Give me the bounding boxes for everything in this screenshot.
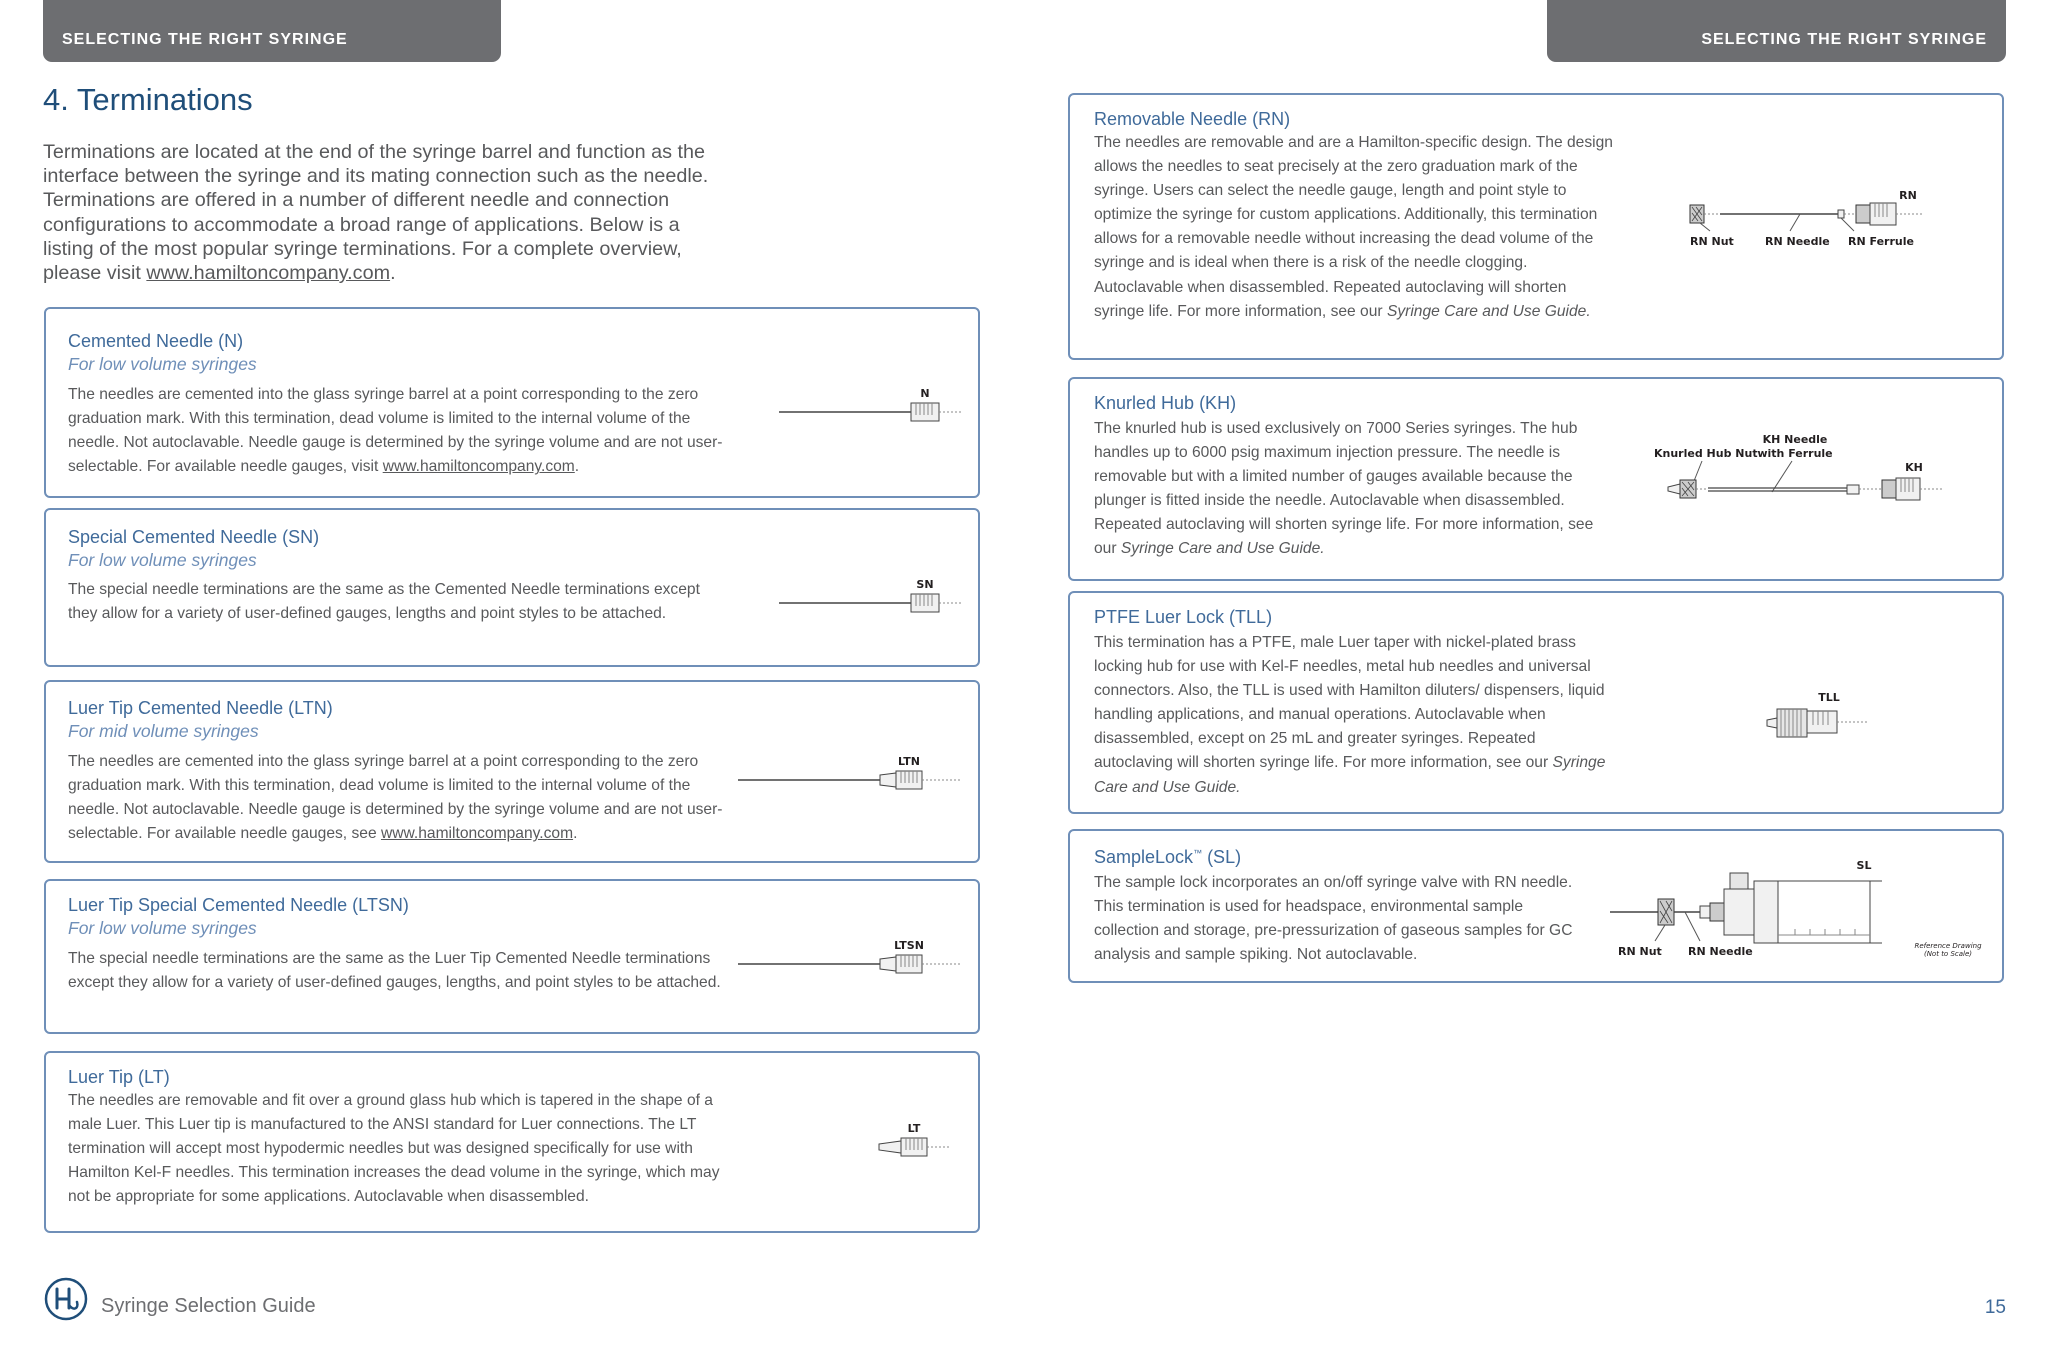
termination-box-sn [44, 508, 980, 667]
section-intro [43, 140, 723, 285]
box-link-n[interactable]: www.hamiltoncompany.com [382, 458, 575, 476]
diagram-label-sl-nut: RN Nut [1618, 945, 1662, 958]
needle-diagram-ltsn [738, 931, 968, 981]
body-text-kh: The knurled hub is used exclusively on 7000 Series syringes. The hub handles up to 6000 psig maximum injection pressure. The needle is removable but with a limited number of gauges available because the plunger is fitted inside the needle. Autoclavable when disassembled. Repeated autoclaving will shorten syringe life. For more information, see our [1094, 420, 1594, 558]
termination-box-tll [1068, 591, 2004, 814]
diagram-label-ltsn: LTSN [894, 939, 924, 952]
box-subtitle-n: For low volume syringes [68, 354, 257, 374]
diagram-label-kh-nut: Knurled Hub Nut [1654, 447, 1758, 460]
termination-box-rn [1068, 93, 2004, 360]
box-title-tll: PTFE Luer Lock (TLL) [1094, 607, 1273, 627]
box-body-kh [1094, 417, 1614, 562]
diagram-label-n: N [920, 387, 930, 400]
diagram-label-kh-needle-2: with Ferrule [1757, 447, 1833, 460]
box-title-ltn: Luer Tip Cemented Needle (LTN) [68, 698, 333, 718]
box-title-sl [1094, 847, 1241, 868]
box-title-rn: Removable Needle (RN) [1094, 109, 1291, 129]
diagram-label-rn: RN [1899, 189, 1917, 202]
header-tab-right [1547, 0, 2006, 62]
box-title-kh: Knurled Hub (KH) [1094, 393, 1237, 413]
needle-diagram-sl [1610, 859, 1990, 979]
termination-box-n [44, 307, 980, 498]
header-tab-left [43, 0, 501, 62]
body-text-rn: The needles are removable and are a Hamilton-specific design. The design allows the needles to seat precisely at the zero graduation mark of the syringe. Users can select the needle gauge, length and point style to optimize the syringe for custom applications. Additionally, this termination allows for a removable needle without increasing the dead volume of the syringe and is ideal when there is a risk of the needle clogging. Autoclavable when disassembled. Repeated autoclaving will shorten syringe life. For more information, see our [1094, 134, 1613, 320]
guide-link-kh: Syringe Care and Use Guide. [1120, 540, 1325, 558]
diagram-label-sl: SL [1856, 859, 1872, 872]
termination-box-ltsn [44, 879, 980, 1034]
diagram-ref-2: (Not to Scale) [1923, 950, 1973, 958]
body-end-n: . [574, 458, 580, 476]
box-body-tll [1094, 631, 1614, 800]
sl-title-tm: ™ [1193, 848, 1203, 858]
diagram-label-sn: SN [916, 578, 934, 591]
diagram-label-ltn: LTN [898, 755, 920, 768]
diagram-label-rn-nut: RN Nut [1690, 235, 1734, 248]
body-text-tll: This termination has a PTFE, male Luer taper with nickel-plated brass locking hub for use with Kel-F needles, metal hub needles and universal connectors. Also, the TLL is used with Hamilton diluters/ dispensers, liquid handling applications, and manual operations. Autoclavable when disassembled, except on 25 mL and greater syringes. Repeated autoclaving will shorten syringe life. For more information, see our [1094, 634, 1605, 772]
termination-box-kh [1068, 377, 2004, 581]
sl-title-rest: (SL) [1202, 847, 1242, 867]
body-text-ltn: The needles are cemented into the glass syringe barrel at a point corresponding to the zero graduation mark. With this termination, dead volume is limited to the internal volume of the needle. Not autoclavable. Needle gauge is determined by the syringe volume and are not user-selectable. For available needle gauges, see [68, 753, 723, 843]
needle-diagram-n [779, 379, 969, 429]
needle-diagram-rn [1690, 189, 1960, 263]
needle-diagram-kh [1652, 433, 1962, 517]
header-tab-right-label: SELECTING THE RIGHT SYRINGE [1701, 31, 1987, 48]
needle-diagram-lt [879, 1114, 979, 1164]
needle-diagram-tll [1767, 693, 1877, 743]
needle-diagram-sn [779, 570, 969, 620]
box-subtitle-ltsn: For low volume syringes [68, 918, 257, 938]
intro-link[interactable]: www.hamiltoncompany.com [146, 262, 391, 285]
hamilton-logo-icon [44, 1277, 88, 1321]
guide-link-tll: Syringe Care and Use Guide. [1094, 754, 1606, 796]
box-title-sn: Special Cemented Needle (SN) [68, 527, 320, 547]
body-text-n: The needles are cemented into the glass syringe barrel at a point corresponding to the zero graduation mark. With this termination, dead volume is limited to the internal volume of the needle. Not autoclavable. Needle gauge is determined by the syringe volume and are not user-selectable. For available needle gauges, visit [68, 386, 723, 476]
page-number: 15 [1984, 1297, 2006, 1318]
box-title-lt: Luer Tip (LT) [68, 1067, 170, 1087]
box-title-n: Cemented Needle (N) [68, 331, 244, 351]
termination-box-lt [44, 1051, 980, 1233]
box-body-ltsn: The special needle terminations are the same as the Luer Tip Cemented Needle terminations except they allow for a variety of user-defined gauges, lengths, and point styles to be attached. [68, 950, 721, 992]
footer-title: Syringe Selection Guide [101, 1295, 316, 1317]
box-body-rn [1094, 131, 1614, 324]
diagram-label-tll: TLL [1818, 691, 1840, 704]
termination-box-sl [1068, 829, 2004, 983]
diagram-label-lt-visible: LT [907, 1122, 921, 1135]
header-tab-left-label: SELECTING THE RIGHT SYRINGE [62, 31, 348, 48]
diagram-ref-1: Reference Drawing [1914, 942, 1982, 950]
box-title-ltsn: Luer Tip Special Cemented Needle (LTSN) [68, 895, 409, 915]
box-body-n [68, 383, 723, 479]
box-body-sn: The special needle terminations are the same as the Cemented Needle terminations except they allow for a variety of user-defined gauges, lengths and point styles to be attached. [68, 581, 700, 623]
box-body-ltn [68, 750, 723, 846]
needle-diagram-ltn [738, 747, 968, 797]
box-subtitle-sn: For low volume syringes [68, 550, 257, 570]
sl-title-main: SampleLock [1094, 847, 1194, 867]
diagram-label-kh: KH [1905, 461, 1923, 474]
diagram-label-kh-needle-1: KH Needle [1762, 433, 1828, 446]
diagram-label-rn-ferrule: RN Ferrule [1848, 235, 1914, 248]
box-link-ltn[interactable]: www.hamiltoncompany.com [380, 825, 574, 843]
box-body-lt: The needles are removable and fit over a ground glass hub which is tapered in the shape of a male Luer. This Luer tip is manufactured to the ANSI standard for Luer connections. The LT termination will accept most hypodermic needles but was designed specifically for use with Hamilton Kel-F needles. This termination increases the dead volume in the syringe, which may not be appropriate for some applications. Autoclavable when disassembled. [68, 1092, 720, 1206]
intro-end: . [390, 262, 396, 285]
termination-box-ltn [44, 680, 980, 863]
section-title: 4. Terminations [43, 82, 253, 117]
body-end-ltn: . [573, 825, 578, 843]
intro-text: Terminations are located at the end of the syringe barrel and function as the interface between the syringe and its mating connection such as the needle. Terminations are offered in a number of different needle and connection configurations to accommodate a broad range of applications. Below is a listing of the most popular syringe terminations. For a complete overview, please visit [43, 141, 709, 285]
guide-link-rn: Syringe Care and Use Guide. [1386, 302, 1591, 320]
box-body-sl: The sample lock incorporates an on/off syringe valve with RN needle. This termination is used for headspace, environmental sample collection and storage, pre-pressurization of gaseous samples for GC analysis and sample spiking. Not autoclavable. [1094, 874, 1573, 964]
box-subtitle-ltn: For mid volume syringes [68, 721, 259, 741]
diagram-label-sl-needle: RN Needle [1688, 945, 1753, 958]
diagram-label-rn-needle: RN Needle [1765, 235, 1830, 248]
